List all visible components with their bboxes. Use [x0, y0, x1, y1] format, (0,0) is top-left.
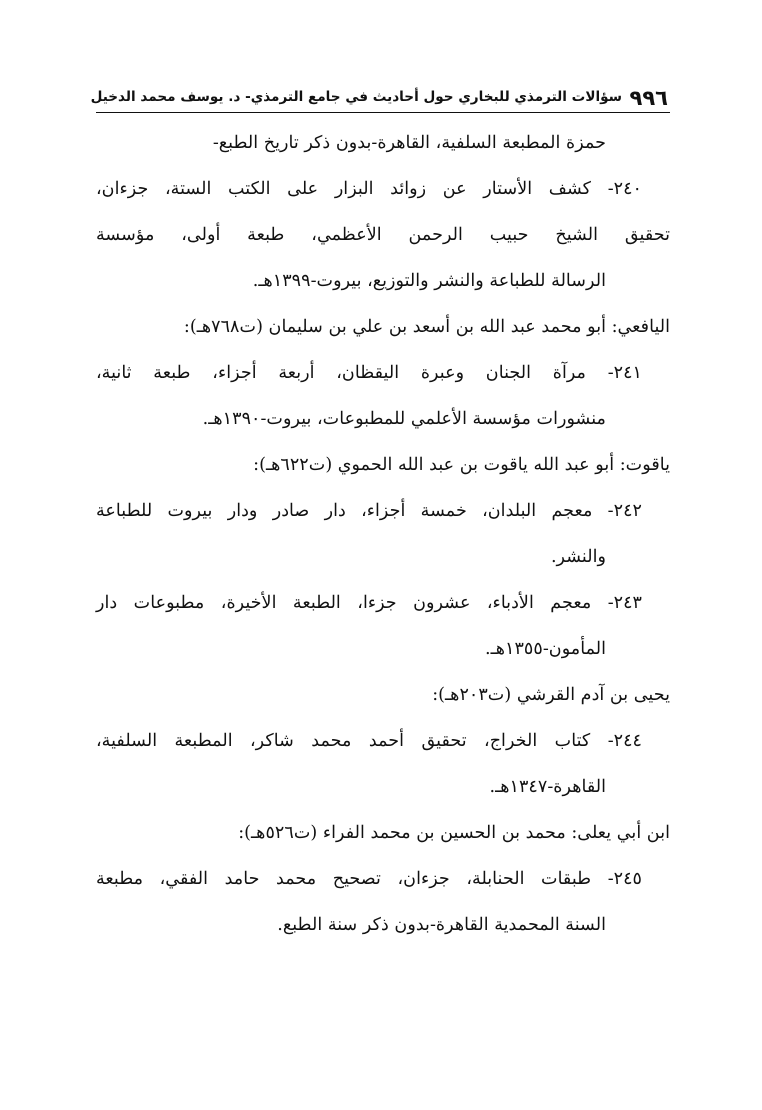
running-header — [90, 84, 670, 113]
text-line: السنة المحمدية القاهرة-بدون ذكر سنة الطبع. — [277, 915, 606, 935]
entry-line: ٢٤٤- كتاب الخراج، تحقيق أحمد محمد شاكر، المطبعة السلفية، — [96, 731, 642, 751]
entry-line: ٢٤٥- طبقات الحنابلة، جزءان، تصحيح محمد حامد الفقي، مطبعة — [96, 869, 642, 889]
text-line: والنشر. — [550, 547, 606, 567]
author-heading: يحيى بن آدم القرشي (ت٢٠٣هـ): — [432, 685, 670, 705]
entry-line: ٢٤٢- معجم البلدان، خمسة أجزاء، دار صادر ودار بيروت للطباعة — [96, 501, 642, 521]
text-line: تحقيق الشيخ حبيب الرحمن الأعظمي، طبعة أولى، مؤسسة — [96, 225, 670, 245]
author-heading: اليافعي: أبو محمد عبد الله بن أسعد بن علي بن سليمان (ت٧٦٨هـ): — [183, 317, 670, 337]
author-heading: ياقوت: أبو عبد الله ياقوت بن عبد الله الحموي (ت٦٢٢هـ): — [253, 455, 670, 475]
text-line: منشورات مؤسسة الأعلمي للمطبوعات، بيروت-١٣٩٠هـ. — [202, 409, 606, 429]
bibliography-body — [96, 120, 670, 948]
text-line: حمزة المطبعة السلفية، القاهرة-بدون ذكر تاريخ الطبع- — [212, 133, 606, 153]
running-title: سؤالات الترمذي للبخاري حول أحاديث في جامع الترمذي- د. يوسف محمد الدخيل — [90, 89, 622, 105]
author-heading: ابن أبي يعلى: محمد بن الحسين بن محمد الفراء (ت٥٢٦هـ): — [238, 823, 670, 843]
entry-line: ٢٤١- مرآة الجنان وعبرة اليقظان، أربعة أجزاء، طبعة ثانية، — [96, 363, 642, 383]
text-line: المأمون-١٣٥٥هـ. — [484, 639, 606, 659]
page-number: ٩٩٦ — [629, 86, 668, 110]
entry-line: ٢٤٣- معجم الأدباء، عشرون جزءا، الطبعة الأخيرة، مطبوعات دار — [96, 593, 642, 613]
entry-line: ٢٤٠- كشف الأستار عن زوائد البزار على الكتب الستة، جزءان، — [96, 179, 642, 199]
text-line: القاهرة-١٣٤٧هـ. — [489, 777, 606, 797]
text-line: الرسالة للطباعة والنشر والتوزيع، بيروت-١٣٩٩هـ. — [252, 271, 606, 291]
